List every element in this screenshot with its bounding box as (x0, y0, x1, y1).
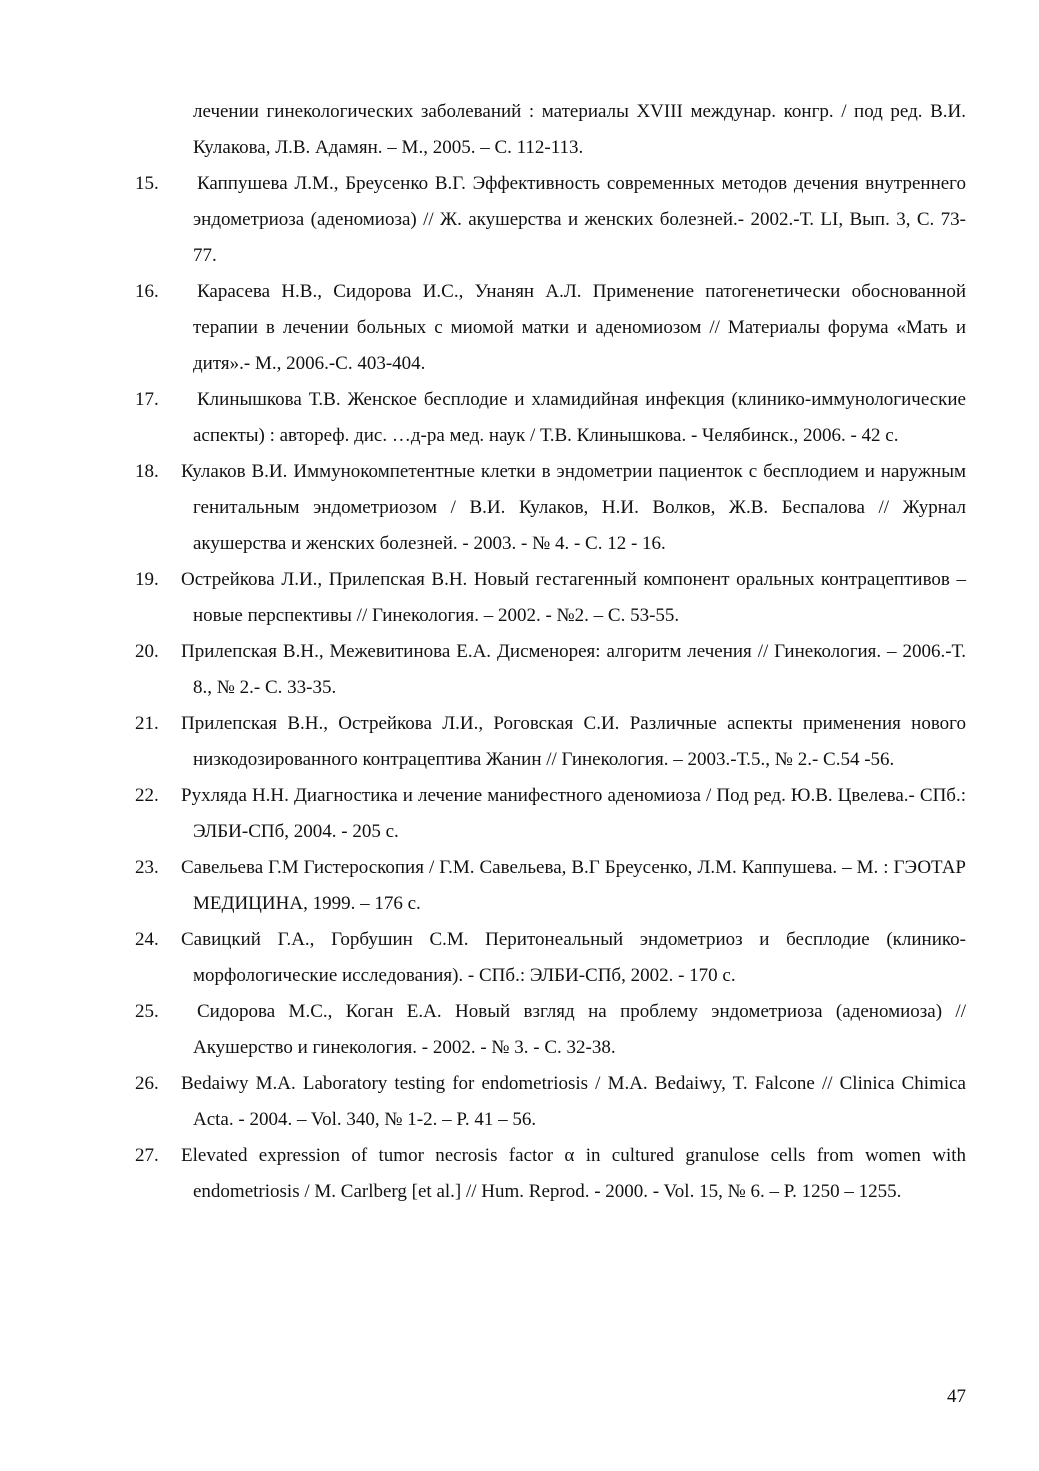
reference-item (135, 634, 966, 706)
reference-number: 16. (135, 281, 159, 302)
reference-number: 24. (135, 929, 159, 950)
reference-item (135, 994, 966, 1066)
reference-text: Bedaiwy M.A. Laboratory testing for endometriosis / M.A. Bedaiwy, T. Falcone // Clinica Chimica Acta. - 2004. – Vol. 340, № 1-2. – P. 41 – 56. (181, 1073, 966, 1130)
page-number: 47 (947, 1386, 966, 1407)
reference-number: 17. (135, 389, 159, 410)
reference-number: 25. (135, 1001, 159, 1022)
reference-item (135, 1066, 966, 1138)
reference-number: 22. (135, 785, 159, 806)
reference-item (135, 922, 966, 994)
reference-list (135, 94, 966, 1210)
reference-number: 18. (135, 461, 159, 482)
reference-text: Савицкий Г.А., Горбушин С.М. Перитонеальный эндометриоз и бесплодие (клинико-морфологические исследования). - СПб.: ЭЛБИ-СПб, 2002. - 170 с. (181, 929, 966, 986)
reference-item (135, 706, 966, 778)
reference-text: лечении гинекологических заболеваний : материалы XVIII междунар. конгр. / под ред. В.И. Кулакова, Л.В. Адамян. – М., 2005. – С. 112-113. (193, 101, 966, 158)
reference-text: Рухляда Н.Н. Диагностика и лечение манифестного аденомиоза / Под ред. Ю.В. Цвелева.- СПб.: ЭЛБИ-СПб, 2004. - 205 с. (181, 785, 966, 842)
reference-text: Прилепская В.Н., Межевитинова Е.А. Дисменорея: алгоритм лечения // Гинекология. – 2006.-Т. 8., № 2.- С. 33-35. (181, 641, 966, 698)
reference-text: Савельева Г.М Гистероскопия / Г.М. Савельева, В.Г Бреусенко, Л.М. Каппушева. – М. : ГЭОТАР МЕДИЦИНА, 1999. – 176 с. (181, 857, 966, 914)
reference-item (135, 454, 966, 562)
reference-item (135, 274, 966, 382)
reference-continuation (135, 94, 966, 166)
reference-number: 19. (135, 569, 159, 590)
reference-text: Прилепская В.Н., Острейкова Л.И., Роговская С.И. Различные аспекты применения нового низкодозированного контрацептива Жанин // Гинекология. – 2003.-Т.5., № 2.- С.54 -56. (181, 713, 966, 770)
reference-text: Elevated expression of tumor necrosis factor α in cultured granulose cells from women with endometriosis / M. Carlberg [et al.] // Hum. Reprod. - 2000. - Vol. 15, № 6. – P. 1250 – 1255. (181, 1145, 966, 1202)
reference-text: Острейкова Л.И., Прилепская В.Н. Новый гестагенный компонент оральных контрацептивов – новые перспективы // Гинекология. – 2002. - №2. – С. 53-55. (181, 569, 966, 626)
reference-item (135, 850, 966, 922)
reference-text: Кулаков В.И. Иммунокомпетентные клетки в эндометрии пациенток с бесплодием и наружным генитальным эндометриозом / В.И. Кулаков, Н.И. Волков, Ж.В. Беспалова // Журнал акушерства и женских болезней. - 2003. - № 4. - С. 12 - 16. (181, 461, 966, 554)
reference-text: Каппушева Л.М., Бреусенко В.Г. Эффективность современных методов дечения внутреннего эндометриоза (аденомиоза) // Ж. акушерства и женских болезней.- 2002.-Т. LI, Вып. 3, С. 73-77. (193, 173, 966, 266)
reference-item (135, 778, 966, 850)
reference-number: 23. (135, 857, 159, 878)
reference-text: Сидорова М.С., Коган Е.А. Новый взгляд на проблему эндометриоза (аденомиоза) // Акушерство и гинекология. - 2002. - № 3. - С. 32-38. (193, 1001, 966, 1058)
reference-number: 21. (135, 713, 159, 734)
reference-number: 26. (135, 1073, 159, 1094)
reference-item (135, 1138, 966, 1210)
reference-number: 15. (135, 173, 159, 194)
reference-number: 27. (135, 1145, 159, 1166)
reference-text: Клинышкова Т.В. Женское бесплодие и хламидийная инфекция (клинико-иммунологические аспекты) : автореф. дис. …д-ра мед. наук / Т.В. Клинышкова. - Челябинск., 2006. - 42 с. (193, 389, 966, 446)
reference-item (135, 166, 966, 274)
reference-number: 20. (135, 641, 159, 662)
reference-item (135, 562, 966, 634)
reference-text: Карасева Н.В., Сидорова И.С., Унанян А.Л. Применение патогенетически обоснованной терапии в лечении больных с миомой матки и аденомиозом // Материалы форума «Мать и дитя».- М., 2006.-С. 403-404. (193, 281, 966, 374)
reference-item (135, 382, 966, 454)
